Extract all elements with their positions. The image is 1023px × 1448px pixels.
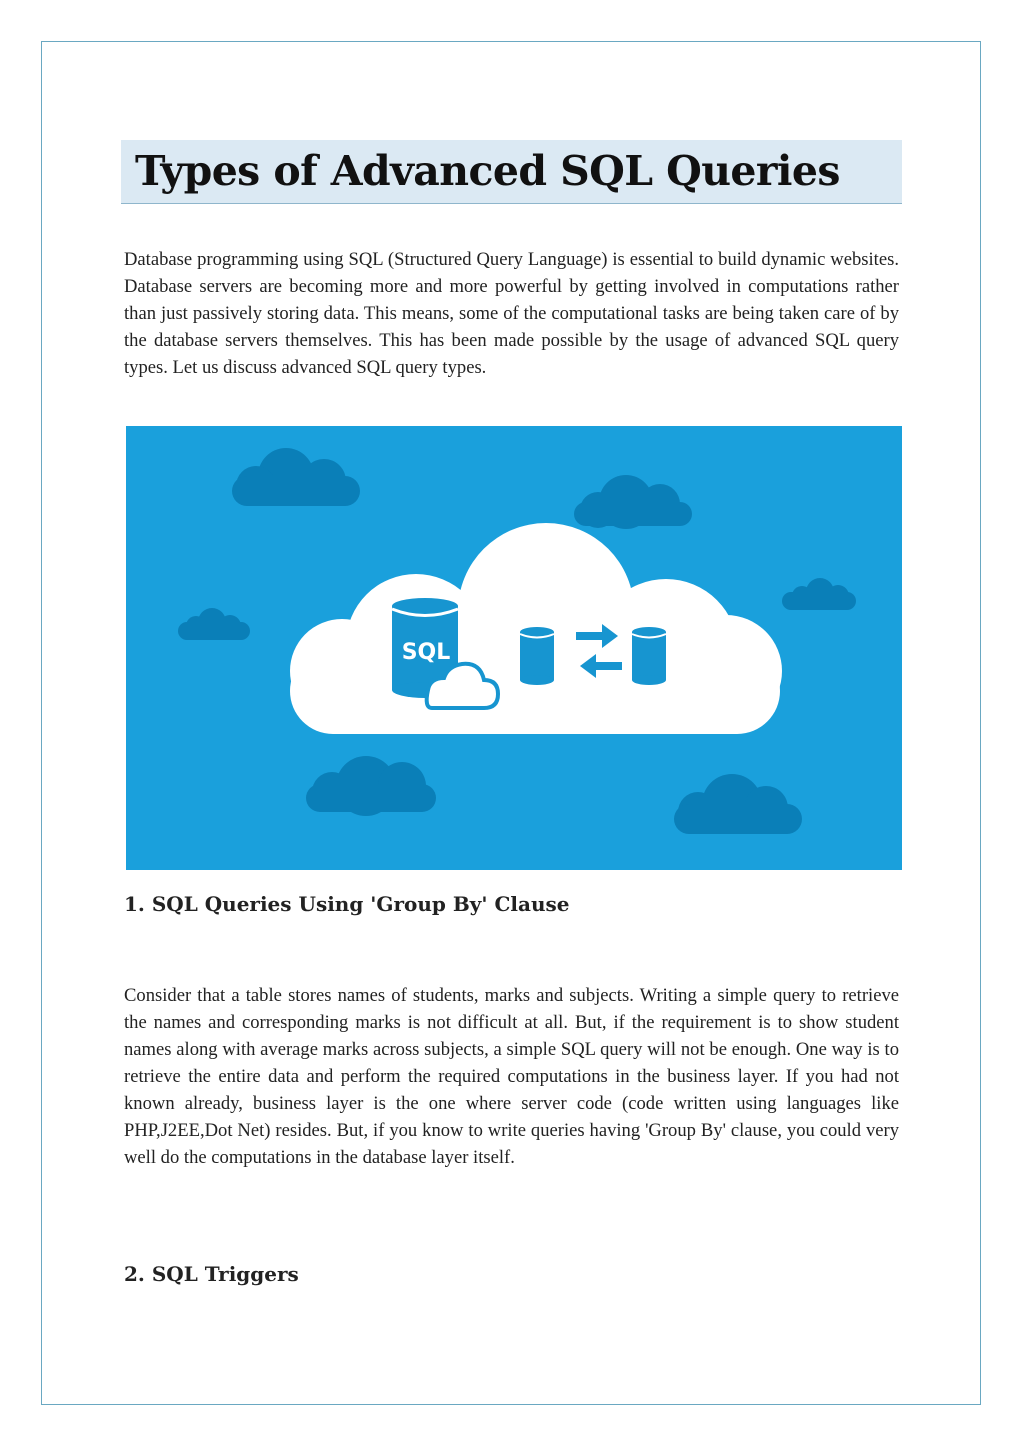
section-heading-group-by: 1. SQL Queries Using 'Group By' Clause [124, 892, 570, 916]
section-body-group-by: Consider that a table stores names of students, marks and subjects. Writing a simple query to retrieve the names and corresponding marks is not difficult at all. But, if the requirement is to show student names along with average marks across subjects, a simple SQL query will not be enough. One way is to retrieve the entire data and perform the required computations in the business layer. If you had not known already, business layer is the one where server code (code written using languages like PHP,J2EE,Dot Net) resides. But, if you know to write queries having 'Group By' clause, you could very well do the computations in the database layer itself. [124, 985, 899, 1168]
database-icon-right [632, 627, 666, 685]
sql-label: SQL [401, 640, 451, 665]
page-title: Types of Advanced SQL Queries [135, 147, 840, 195]
sql-cloud-illustration [126, 426, 902, 870]
database-icon-left [520, 627, 554, 685]
title-banner [121, 140, 902, 204]
intro-paragraph: Database programming using SQL (Structured Query Language) is essential to build dynamic websites. Database servers are becoming more and more powerful by getting involved in computations rather than just passively storing data. This means, some of the computational tasks are being taken care of by the database servers themselves. This has been made possible by the usage of advanced SQL query types. Let us discuss advanced SQL query types. [124, 249, 899, 378]
section-heading-triggers: 2. SQL Triggers [124, 1262, 299, 1286]
